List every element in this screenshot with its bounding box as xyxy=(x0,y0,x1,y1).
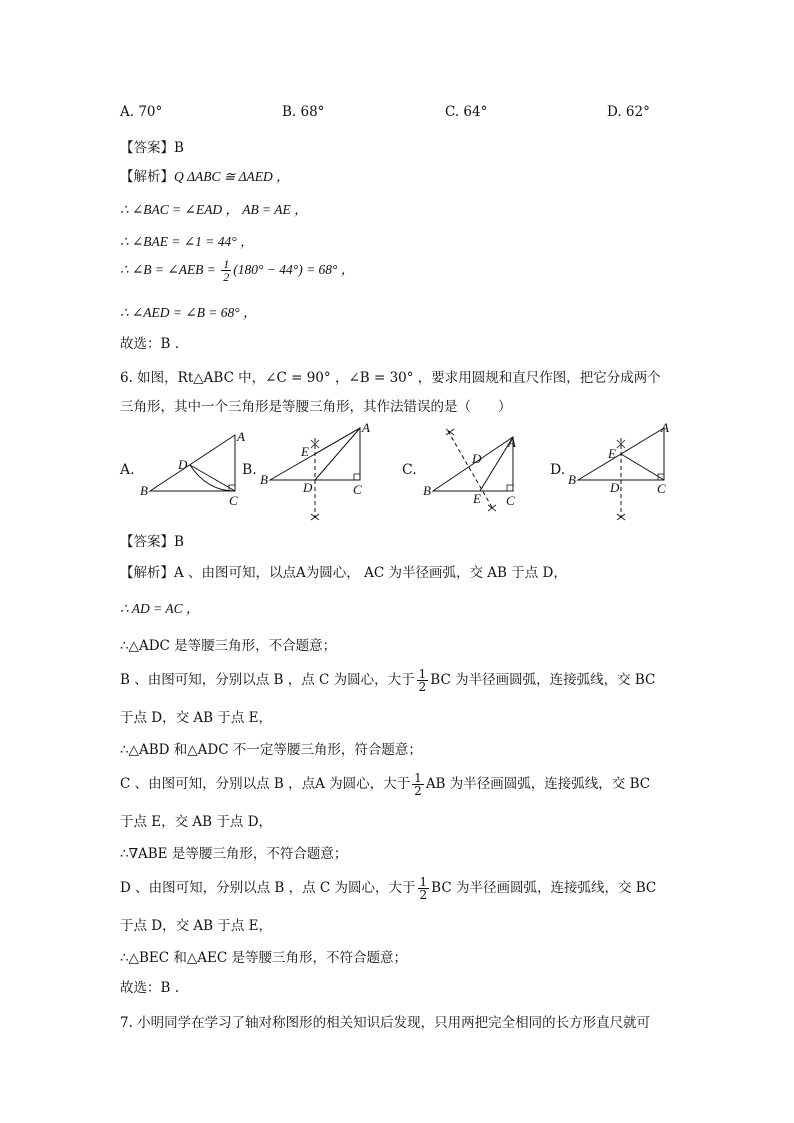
label-e: E xyxy=(301,444,309,459)
b1-left: B 、由图可知，分别以点 B ，点 C 为圆心，大于 xyxy=(120,672,415,688)
q5-line4 xyxy=(120,258,354,283)
label-b: B xyxy=(568,472,576,487)
fraction-half xyxy=(221,258,231,283)
figure-c xyxy=(418,425,533,520)
label-e: E xyxy=(608,446,616,461)
analysis-tag: 【解析】 xyxy=(120,169,174,185)
q6-analysis-b2: 于点 D，交 AB 于点 E， xyxy=(120,710,273,726)
label-e: E xyxy=(473,491,481,506)
q6-analysis-c3: ∴∇ABE 是等腰三角形，不符合题意； xyxy=(120,846,348,862)
q5-choose: 故选：B . xyxy=(120,336,180,352)
c1-left: C 、由图可知，分别以点 B ，点A 为圆心，大于 xyxy=(120,776,411,792)
figure-a xyxy=(135,425,255,510)
frac-num: 1 xyxy=(418,667,427,681)
q5-line4-right: (180° − 44°) = 68° ， xyxy=(233,262,355,277)
label-b: B xyxy=(140,483,148,498)
q6-analysis-c2: 于点 E，交 AB 于点 D， xyxy=(120,814,273,830)
q6-stem-line2: 三角形，其中一个三角形是等腰三角形，其作法错误的是（ ） xyxy=(120,399,512,415)
q5-line2: ∴ ∠BAC = ∠EAD ， AB = AE ， xyxy=(120,202,308,217)
q6-choose: 故选：B . xyxy=(120,980,180,996)
d1-left: D 、由图可知，分别以点 B ，点 C 为圆心，大于 xyxy=(120,880,416,896)
frac-den: 2 xyxy=(414,784,422,798)
label-d: D xyxy=(303,480,313,495)
option-c: C. 64° xyxy=(445,104,488,120)
q5-answer: 【答案】B xyxy=(120,140,184,156)
q6-analysis-b3: ∴△ABD 和△ADC 不一定等腰三角形，符合题意； xyxy=(120,742,422,758)
label-c: C xyxy=(506,493,515,508)
d1-right: BC 为半径画圆弧，连接弧线，交 BC xyxy=(431,880,657,896)
q6-analysis-d1 xyxy=(120,876,656,901)
fraction-half xyxy=(418,876,430,901)
figure-b xyxy=(255,420,375,525)
frac-num: 1 xyxy=(419,875,428,889)
label-d: D xyxy=(472,451,482,466)
q5-analysis-line1 xyxy=(120,165,290,185)
q5-line4-left: ∴ ∠B = ∠AEB = xyxy=(120,262,216,277)
label-b: B xyxy=(260,472,268,487)
label-c: C xyxy=(229,493,238,508)
label-a: A xyxy=(362,420,370,435)
q6-analysis-a1: 【解析】A 、由图可知，以点A为圆心， AC 为半径画弧，交 AB 于点 D， xyxy=(120,565,567,581)
c1-right: AB 为半径画圆弧，连接弧线，交 BC xyxy=(425,776,651,792)
fraction-half xyxy=(417,668,429,693)
figure-d xyxy=(568,420,683,525)
option-d: D. 62° xyxy=(607,104,650,120)
q6-analysis-a3: ∴△ADC 是等腰三角形，不合题意； xyxy=(120,638,337,654)
label-d: D xyxy=(178,457,188,472)
label-a: A xyxy=(508,435,516,450)
frac-den: 2 xyxy=(419,888,428,902)
figure-label-b: B. xyxy=(242,462,257,478)
option-a: A. 70° xyxy=(120,104,163,120)
q7-stem: 7. 小明同学在学习了轴对称图形的相关知识后发现，只用两把完全相同的长方形直尺就可 xyxy=(120,1015,651,1031)
b1-right: BC 为半径画圆弧，连接弧线，交 BC xyxy=(430,672,656,688)
label-c: C xyxy=(657,481,666,496)
frac-num: 1 xyxy=(223,257,230,272)
figure-label-a: A. xyxy=(120,462,135,478)
fraction-half xyxy=(412,772,424,797)
option-b: B. 68° xyxy=(282,104,325,120)
q6-stem-line1: 6. 如图，Rt△ABC 中，∠C = 90° ，∠B = 30° ，要求用圆规和直尺作图，把它分成两个 xyxy=(120,370,661,386)
frac-num: 1 xyxy=(414,771,422,785)
label-a: A xyxy=(237,429,245,444)
q6-analysis-d3: ∴△BEC 和△AEC 是等腰三角形，不符合题意； xyxy=(120,950,407,966)
frac-den: 2 xyxy=(223,270,230,285)
q5-congruence: Q ΔABC ≅ ΔAED ， xyxy=(174,169,290,184)
q5-line3: ∴ ∠BAE = ∠1 = 44° ， xyxy=(120,234,254,249)
q6-analysis-a2: ∴ AD = AC ， xyxy=(120,601,200,616)
figure-label-d: D. xyxy=(550,462,566,478)
label-c: C xyxy=(353,482,362,497)
label-a: A xyxy=(661,420,669,435)
q6-answer: 【答案】B xyxy=(120,534,184,550)
frac-den: 2 xyxy=(418,680,427,694)
label-b: B xyxy=(423,483,431,498)
q5-line5: ∴ ∠AED = ∠B = 68° ， xyxy=(120,305,257,320)
label-d: D xyxy=(610,480,620,495)
q6-analysis-d2: 于点 D，交 AB 于点 E， xyxy=(120,918,273,934)
q6-analysis-c1 xyxy=(120,772,650,797)
q6-analysis-b1 xyxy=(120,668,655,693)
figure-label-c: C. xyxy=(402,462,417,478)
